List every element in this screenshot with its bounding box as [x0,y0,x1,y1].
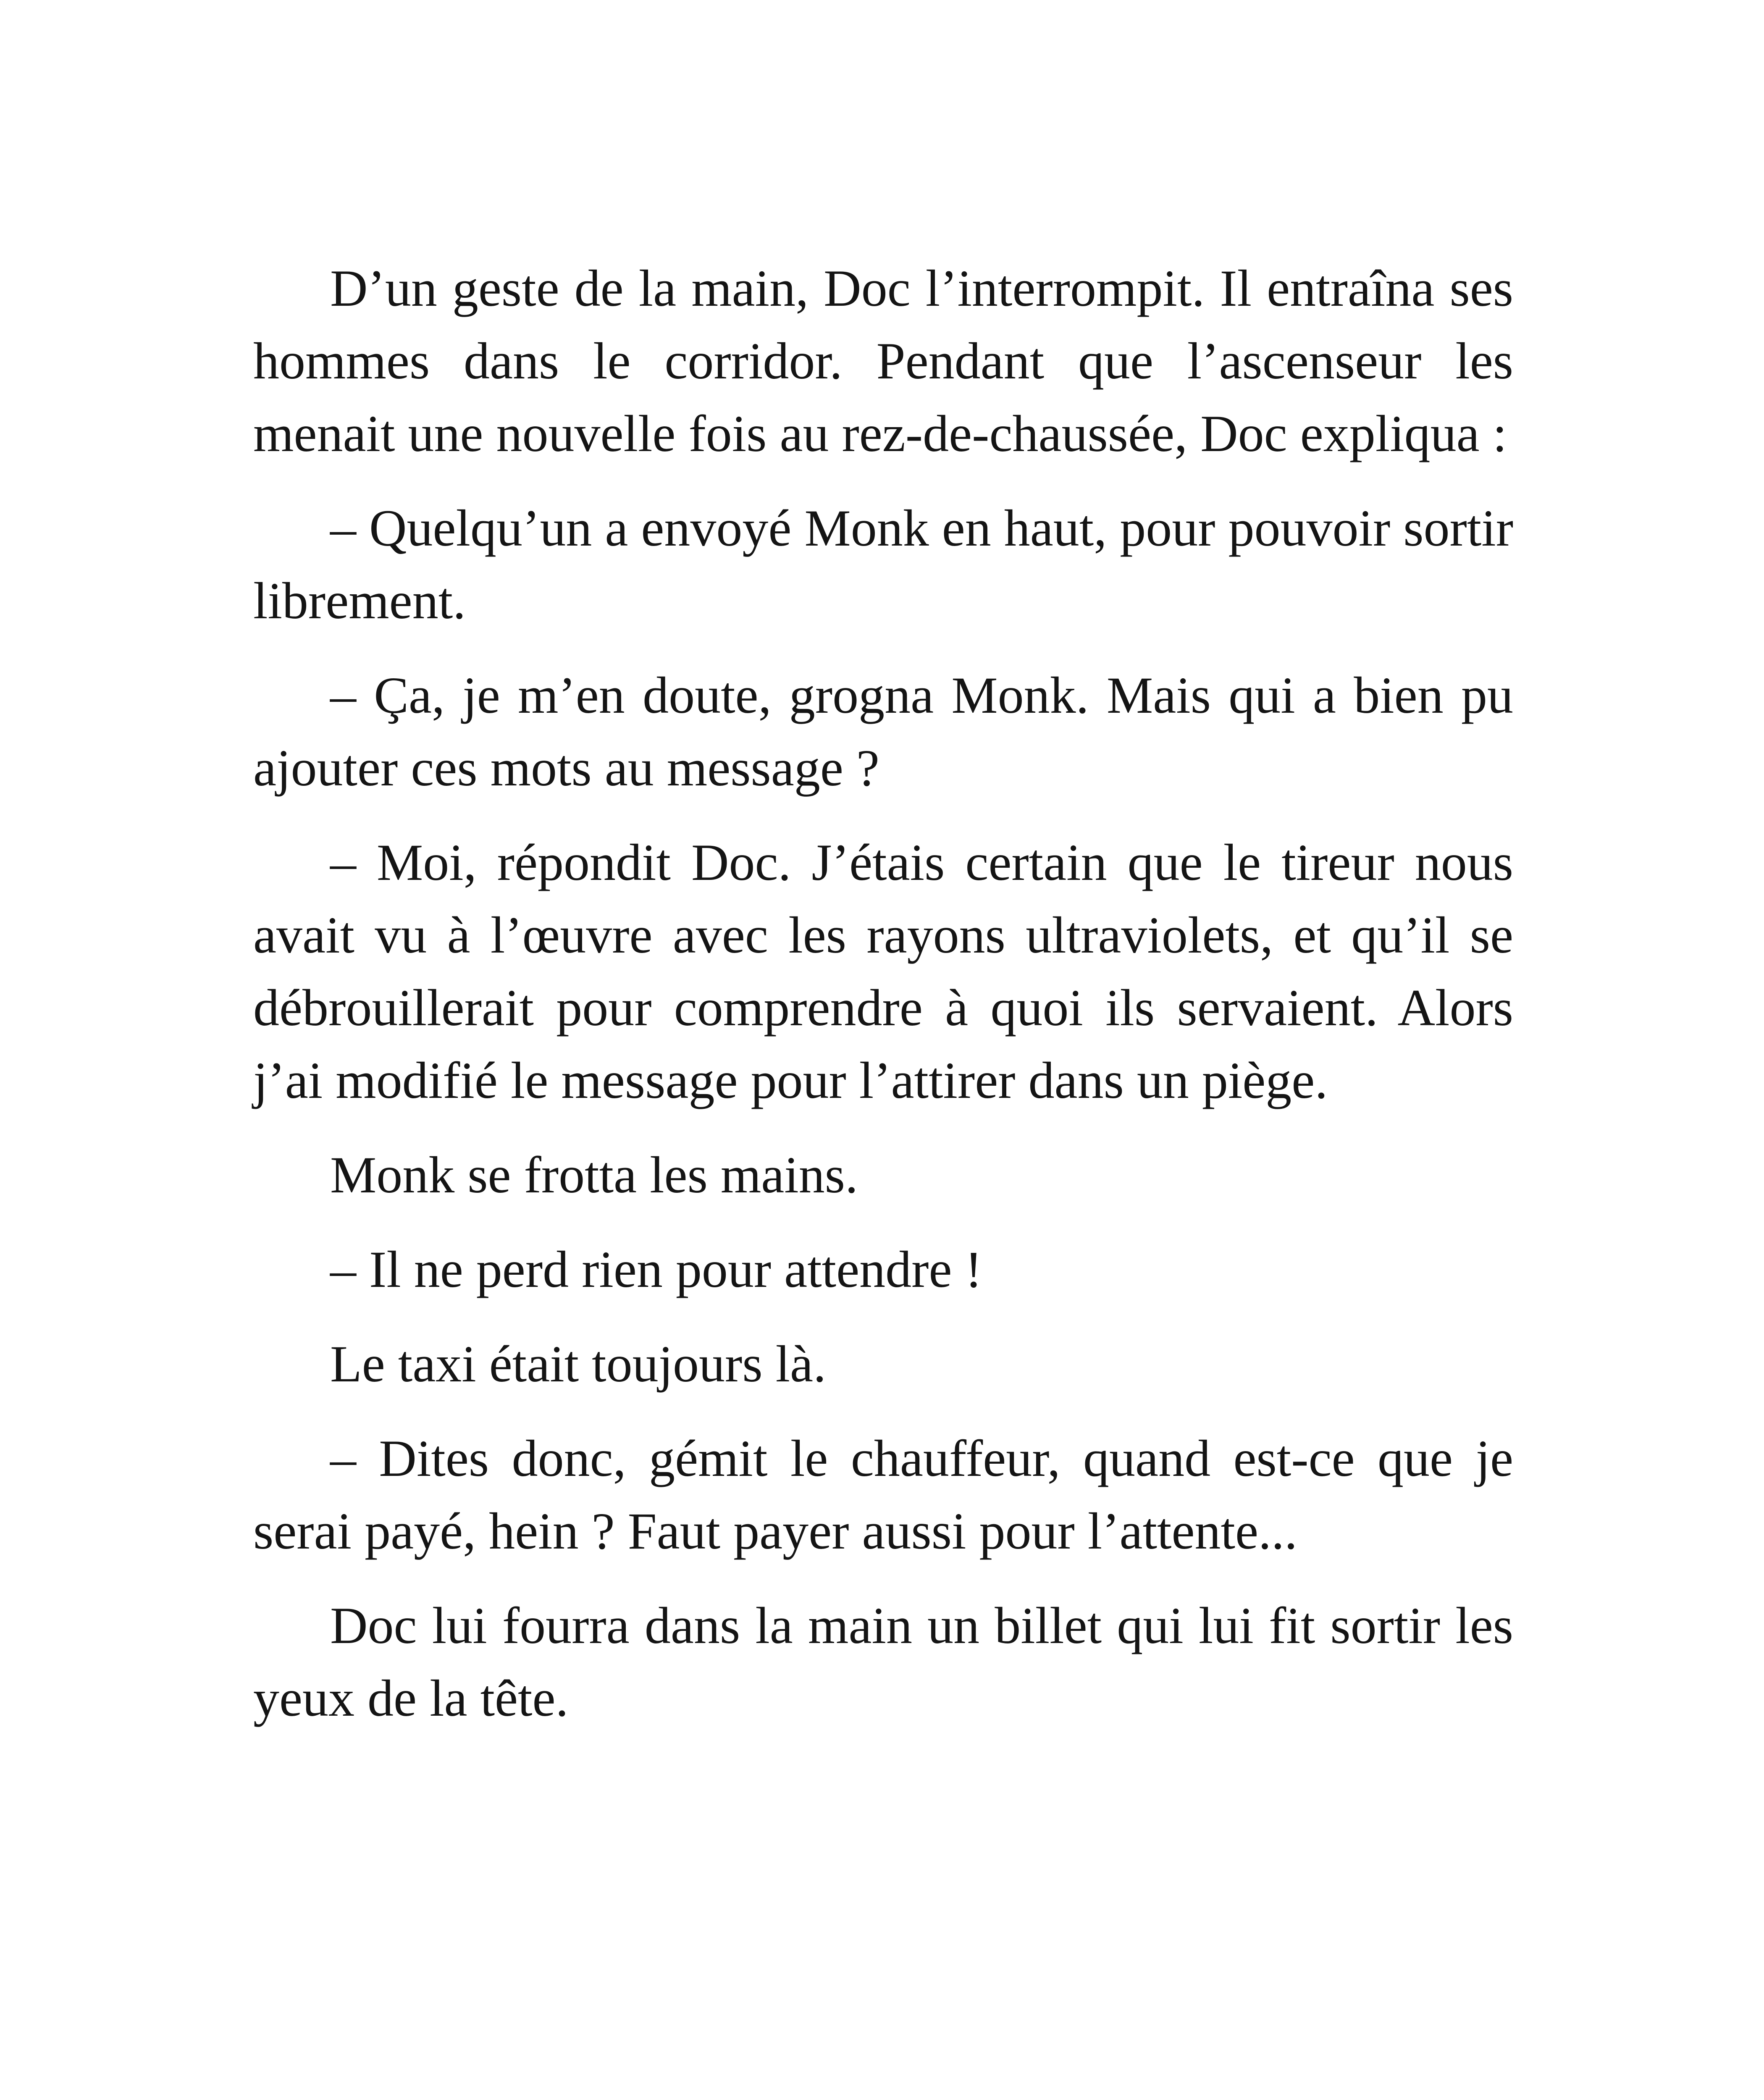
paragraph: Le taxi était toujours là. [330,1335,827,1393]
paragraph: – Quelqu’un a envoyé Monk en haut, pour pouvoir sortir librement. [253,499,1514,630]
paragraph: – Moi, répondit Doc. J’étais certain que le tireur nous avait vu à l’œuvre avec les rayons ultraviolets, et qu’il se débrouillerait pour comprendre à quoi ils servaient. Alors j’ai modifié le message pour l’attirer dans un piège. [253,834,1513,1109]
paragraph: – Il ne perd rien pour attendre ! [330,1241,982,1298]
paragraph: Doc lui fourra dans la main un billet qui lui fit sortir les yeux de la tête. [253,1597,1513,1727]
paragraph: – Ça, je m’en doute, grogna Monk. Mais qui a bien pu ajouter ces mots au message ? [253,667,1513,797]
paragraph: – Dites donc, gémit le chauffeur, quand est-ce que je serai payé, hein ? Faut payer aussi pour l’attente... [253,1430,1513,1560]
body-text [253,252,1513,1756]
paragraph: Monk se frotta les mains. [330,1146,858,1204]
paragraph: D’un geste de la main, Doc l’interrompit. Il entraîna ses hommes dans le corridor. Pendant que l’ascenseur les menait une nouvelle fois au rez-de-chaussée, Doc expliqua : [253,260,1513,462]
